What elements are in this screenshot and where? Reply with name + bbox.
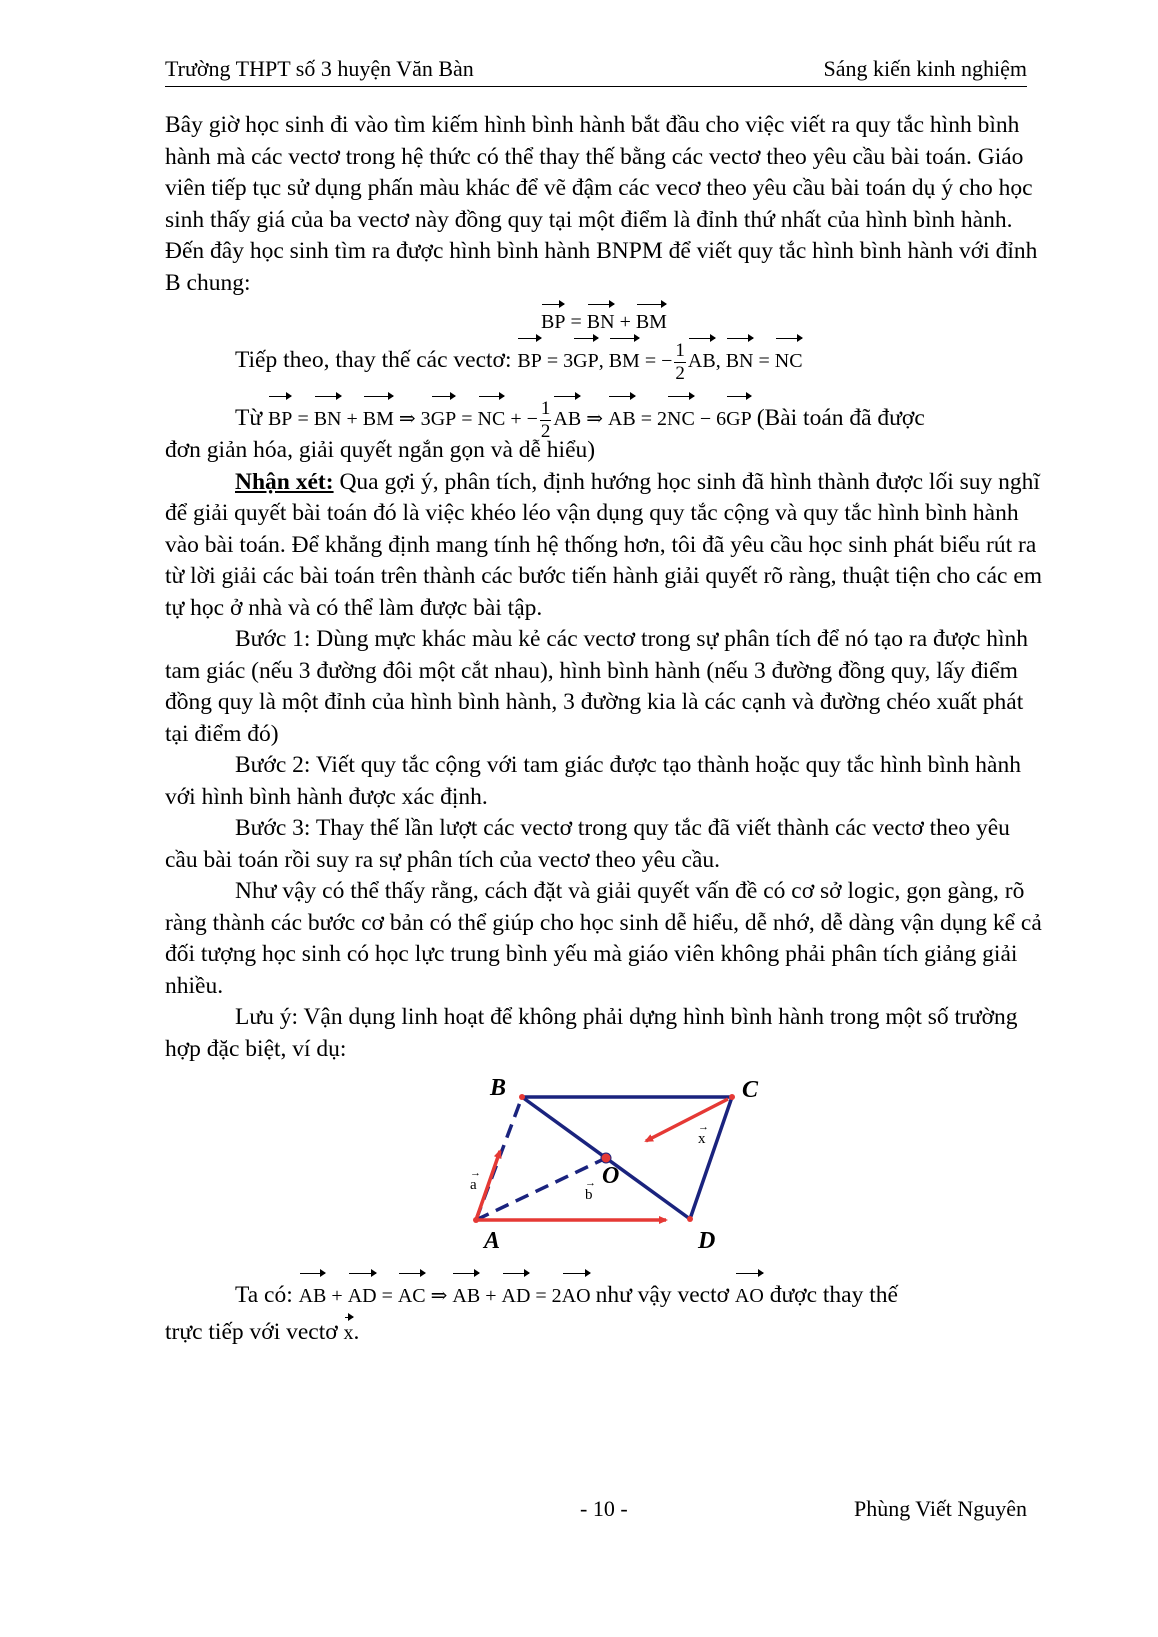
- parallelogram-figure: [470, 1075, 800, 1265]
- label-o: O: [602, 1163, 620, 1189]
- operator: +: [485, 1285, 497, 1307]
- vector: AD: [502, 1268, 531, 1318]
- conclusion-block: [165, 1268, 1043, 1350]
- vector: AD: [348, 1268, 377, 1318]
- vector-bm: BM: [636, 299, 667, 339]
- label-vector-x: → x: [698, 1121, 709, 1147]
- operator: =: [381, 1285, 393, 1307]
- vector: NC: [478, 391, 506, 441]
- label-vector-a: → a: [470, 1167, 481, 1193]
- vector: AO: [562, 1268, 591, 1318]
- vector: AB: [553, 391, 581, 441]
- point-b: [519, 1094, 525, 1100]
- vector-x-arrow: [646, 1099, 728, 1141]
- derivation-tail: (Bài toán đã được: [756, 405, 925, 431]
- fraction-half: [674, 340, 686, 385]
- fraction-numerator: 1: [675, 339, 685, 361]
- substitution-lead: Tiếp theo, thay thế các vectơ:: [235, 347, 512, 373]
- operator: = 3: [546, 350, 574, 372]
- conclusion-line-2-text: trực tiếp với vectơ: [165, 1319, 338, 1345]
- vector: NC: [775, 333, 803, 383]
- vector: AB: [452, 1268, 480, 1318]
- point-o: [601, 1153, 611, 1163]
- page-header: [165, 52, 1027, 87]
- vector: AB: [608, 391, 636, 441]
- label-d: D: [698, 1228, 716, 1254]
- plus-sign: +: [619, 311, 631, 333]
- vector: BP: [517, 333, 541, 383]
- conclusion-tail: được thay thế: [769, 1282, 898, 1308]
- operator: =: [297, 408, 309, 430]
- vector: BP: [268, 391, 292, 441]
- period: .: [353, 1319, 360, 1345]
- vector: AB: [688, 333, 716, 383]
- paragraph-note: Lưu ý: Vận dụng linh hoạt để không phải dựng hình bình hành trong một số trường hợp đặc biệt, ví dụ:: [165, 1004, 1018, 1062]
- paragraph-step-2: Bước 2: Viết quy tắc cộng với tam giác được tạo thành hoặc quy tắc hình bình hành với hình bình hành được xác định.: [165, 752, 1021, 810]
- point-c: [729, 1094, 735, 1100]
- operator: + −: [510, 408, 538, 430]
- paragraph-step-1: Bước 1: Dùng mực khác màu kẻ các vectơ trong sự phân tích để nó tạo ra được hình tam giác (nếu 3 đường đôi một cắt nhau), hình bình hành (nếu 3 đường đồng quy, lấy điểm đồng quy là một đỉnh của hình bình hành, 3 đường kia là các cạnh và đường chéo xuất phát tại điểm đó): [165, 626, 1028, 747]
- header-school: Trường THPT số 3 huyện Văn Bàn: [165, 56, 474, 81]
- equation-substitutions: [165, 333, 1043, 384]
- vector: NC: [667, 391, 695, 441]
- label-c: C: [742, 1077, 759, 1103]
- operator: =: [461, 408, 473, 430]
- operator: = −: [644, 350, 673, 372]
- vector: BN: [726, 333, 754, 383]
- operator: = 2: [535, 1285, 562, 1307]
- conclusion-mid: như vậy vectơ: [595, 1282, 730, 1308]
- fraction-denominator: 2: [675, 362, 685, 384]
- page-content: [165, 110, 1043, 1065]
- derivation-lead: Từ: [235, 405, 263, 431]
- conclusion-line-2: [165, 1312, 1043, 1350]
- point-d: [687, 1216, 693, 1222]
- comma: ,: [598, 350, 604, 372]
- paragraph-summary: Như vậy có thể thấy rằng, cách đặt và giải quyết vấn đề có cơ sở logic, gọn gàng, rõ ràng thành các bước cơ bản có thể giúp cho học sinh dễ hiểu, dễ nhớ, dễ dàng vận dụng kể cả đối tượng học sinh có học lực trung bình yếu mà giáo viên không phải phân tích giảng giải nhiều.: [165, 878, 1042, 999]
- label-b: B: [490, 1075, 507, 1101]
- equation-derivation: [165, 391, 1043, 442]
- vector: GP: [573, 333, 599, 383]
- operator: ⇒: [586, 408, 603, 430]
- author-name: Phùng Viết Nguyên: [853, 1496, 1027, 1521]
- vector-bn: BN: [587, 299, 615, 339]
- label-vector-x-letter: x: [698, 1131, 706, 1147]
- remark-label: Nhận xét:: [235, 468, 334, 495]
- derivation-continuation: đơn giản hóa, giải quyết ngắn gọn và dễ hiểu): [165, 437, 596, 463]
- equals-sign: =: [570, 311, 582, 333]
- paragraph-intro: Bây giờ học sinh đi vào tìm kiếm hình bình hành bắt đầu cho việc viết ra quy tắc hình bình hành mà các vectơ trong hệ thức có thể thay thế bằng các vectơ theo yêu cầu bài toán. Giáo viên tiếp tục sử dụng phấn màu khác để vẽ đậm các vecơ theo yêu cầu bài toán dụ ý cho học sinh thấy giá của ba vectơ này đồng quy tại một điểm là đỉnh thứ nhất của hình bình hành. Đến đây học sinh tìm ra được hình bình hành BNPM để viết quy tắc hình bình hành với đỉnh B chung:: [165, 112, 1038, 296]
- vector: BM: [363, 391, 394, 441]
- operator: − 6: [699, 408, 727, 430]
- label-vector-b: → b: [585, 1177, 596, 1203]
- paragraph-remark: [165, 467, 1043, 625]
- operator: ⇒ 3: [398, 408, 431, 430]
- header-doc-type: Sáng kiến kinh nghiệm: [823, 56, 1027, 81]
- operator: +: [346, 408, 358, 430]
- conclusion-line-1: [165, 1268, 1043, 1312]
- label-vector-b-letter: b: [585, 1187, 593, 1203]
- conclusion-lead: Ta có:: [235, 1282, 293, 1308]
- vector: AC: [398, 1268, 426, 1318]
- vector: AB: [299, 1268, 327, 1318]
- vector-x: x: [344, 1312, 354, 1350]
- vector: AO: [735, 1268, 764, 1318]
- fraction-numerator: 1: [540, 397, 551, 419]
- vector: GP: [726, 391, 752, 441]
- vector-bp: BP: [541, 299, 565, 339]
- operator: =: [758, 350, 770, 372]
- paragraph-step-3: Bước 3: Thay thế lần lượt các vectơ trong quy tắc đã viết thành các vectơ theo yêu cầu bài toán rồi suy ra sự phân tích của vectơ theo yêu cầu.: [165, 815, 1010, 873]
- label-vector-a-letter: a: [470, 1177, 477, 1193]
- operator: +: [331, 1285, 343, 1307]
- equation-parallelogram-rule: [165, 299, 1043, 333]
- operator: ⇒: [430, 1285, 448, 1307]
- vector: BN: [314, 391, 342, 441]
- remark-text: Qua gợi ý, phân tích, định hướng học sinh đã hình thành được lối suy nghĩ để giải quyết bài toán đó là việc khéo léo vận dụng quy tắc cộng và quy tắc hình bình hành vào bài toán. Để khẳng định mang tính hệ thống hơn, tôi đã yêu cầu học sinh phát biểu rút ra từ lời giải các bài toán trên thành các bước tiến hành giải quyết rõ ràng, thuật tiện cho các em tự học ở nhà và có thể làm được bài tập.: [165, 468, 1043, 621]
- vector: BM: [609, 333, 640, 383]
- vector: GP: [431, 391, 457, 441]
- fraction-denominator: 2: [540, 420, 551, 442]
- operator: = 2: [640, 408, 668, 430]
- page-number: - 10 -: [580, 1496, 628, 1521]
- label-a: A: [484, 1228, 501, 1254]
- comma: ,: [715, 350, 721, 372]
- point-a: [473, 1217, 479, 1223]
